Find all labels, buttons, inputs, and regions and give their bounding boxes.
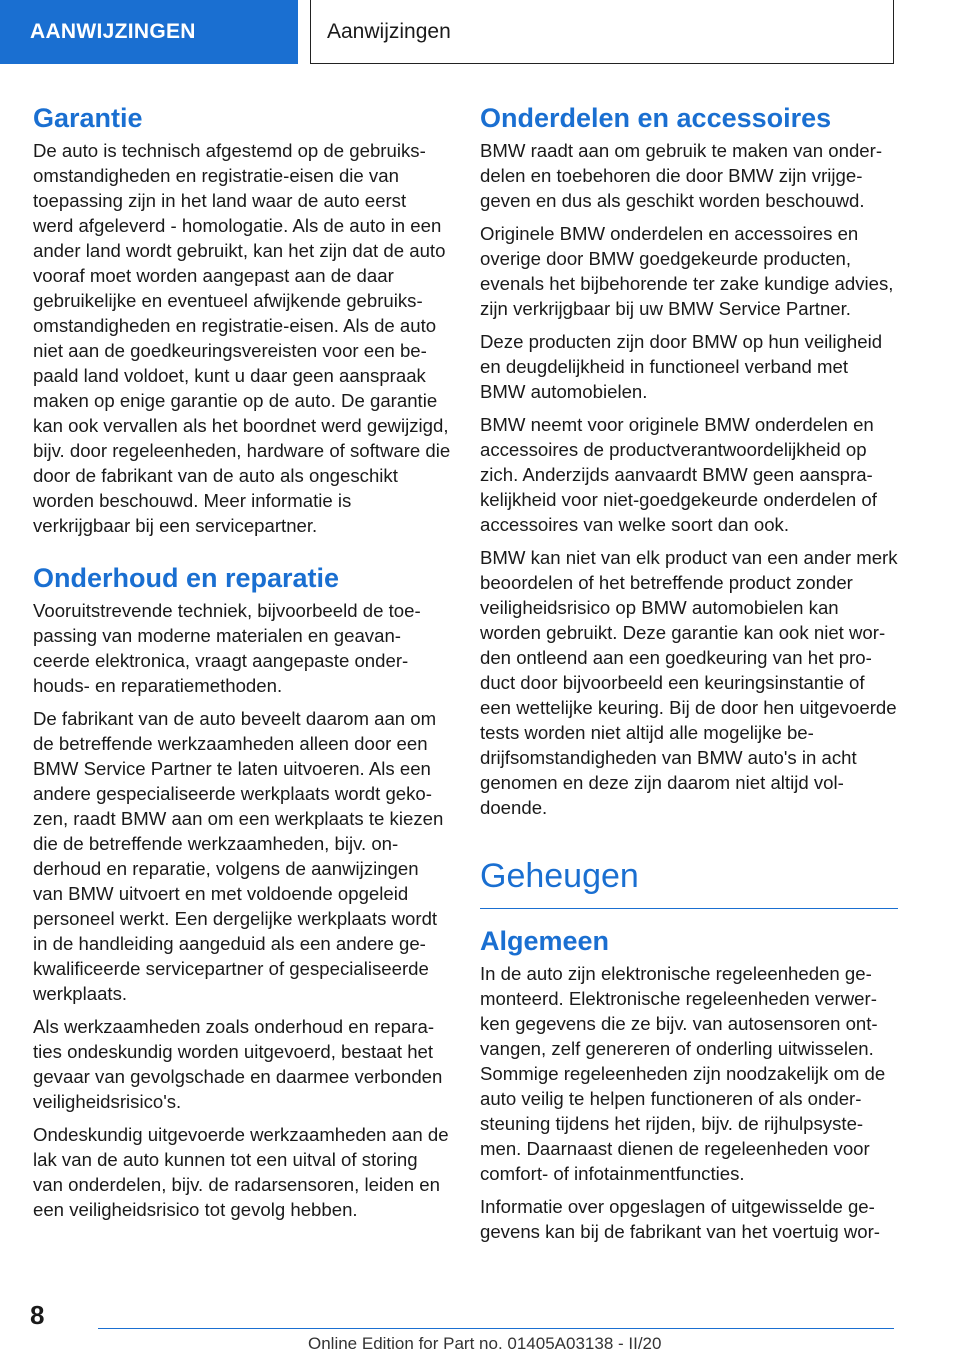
algemeen-paragraph-2: Informatie over opgeslagen of uitgewisselde gegevens kan bij de fabrikant van het voertuig wor- — [480, 1196, 880, 1242]
page-number: 8 — [30, 1300, 45, 1330]
chapter-header — [310, 0, 894, 64]
left-column — [33, 100, 451, 1230]
chapter-title: Aanwijzingen — [327, 19, 451, 43]
geheugen-heading: Geheugen — [480, 854, 898, 909]
onderdelen-paragraph-2: Originele BMW onderdelen en accessoires en overige door BMW goedgekeurde producten, evenals het bijbehorende ter zake kundige advies, zijn verkrijgbaar bij uw BMW Service Partner. — [480, 223, 894, 319]
onderdelen-paragraph-5: BMW kan niet van elk product van een ander merk beoordelen of het betreffende product zonder veiligheidsrisico op BMW automobielen kan worden gebruikt. Deze garantie kan ook niet worden ontleend aan een goedkeuring van het product door bijvoorbeeld een keuringsinstantie of een wettelijke keuring. Bij de door hen uitgevoerde tests worden niet altijd alle mogelijke bedrijfsomstandigheden van BMW auto's in acht genomen en deze zijn daarom niet altijd voldoende. — [480, 547, 898, 818]
algemeen-paragraph-1: In de auto zijn elektronische regeleenheden gemonteerd. Elektronische regeleenheden verwerken gegevens die ze bijv. van autosensoren ontvangen, zelf genereren of onderling uitwisselen. Sommige regeleenheden zijn noodzakelijk om de auto veilig te helpen functioneren of als ondersteuning tijdens het rijden, bijv. de rijhulpsystemen. Daarnaast dienen de regeleenheden voor comfort- of infotainmentfuncties. — [480, 963, 886, 1184]
onderhoud-paragraph-1: Vooruitstrevende techniek, bijvoorbeeld de toepassing van moderne materialen en geavanceerde elektronica, vraagt aangepaste onderhouds- en reparatiemethoden. — [33, 600, 421, 696]
section-tab — [0, 0, 298, 64]
onderdelen-paragraph-3: Deze producten zijn door BMW op hun veiligheid en deugdelijkheid in functioneel verband met BMW automobielen. — [480, 331, 883, 402]
onderdelen-paragraph-4: BMW neemt voor originele BMW onderdelen en accessoires de productverantwoordelijkheid op zich. Anderzijds aanvaardt BMW geen aansprakelijkheid voor niet-goedgekeurde onderdelen of accessoires van welke soort dan ook. — [480, 414, 877, 535]
right-column — [480, 100, 898, 1252]
section-label: AANWIJZINGEN — [30, 20, 196, 43]
onderhoud-paragraph-4: Ondeskundig uitgevoerde werkzaamheden aan de lak van de auto kunnen tot een uitval of storing van onderdelen, bijv. de radarsensoren, leiden en een veiligheidsrisico tot gevolg hebben. — [33, 1124, 449, 1220]
garantie-heading: Garantie — [33, 103, 143, 133]
onderdelen-paragraph-1: BMW raadt aan om gebruik te maken van onderdelen en toebehoren die door BMW zijn vrijgegeven en dus als geschikt worden beschouwd. — [480, 140, 883, 211]
footer-divider — [98, 1328, 894, 1329]
edition-footer: Online Edition for Part no. 01405A03138 - II/20 — [308, 1334, 662, 1353]
onderdelen-heading: Onderdelen en accessoires — [480, 103, 832, 133]
onderhoud-paragraph-3: Als werkzaamheden zoals onderhoud en reparaties ondeskundig worden uitgevoerd, bestaat het gevaar van gevolgschade en daarmee verbonden veiligheidsrisico's. — [33, 1016, 443, 1112]
onderhoud-paragraph-2: De fabrikant van de auto beveelt daarom aan om de betreffende werkzaamheden alleen door een BMW Service Partner te laten uitvoeren. Als een andere gespecialiseerde werkplaats wordt gekozen, raadt BMW aan om een werkplaats te kiezen die de betreffende werkzaamheden, bijv. onderhoud en reparatie, volgens de aanwijzingen van BMW uitvoert en met voldoende opgeleid personeel werkt. Een dergelijke werkplaats wordt in de handleiding aangeduid als een andere gekwalificeerde servicepartner of gespecialiseerde werkplaats. — [33, 708, 444, 1004]
onderhoud-heading: Onderhoud en reparatie — [33, 563, 340, 593]
garantie-paragraph: De auto is technisch afgestemd op de gebruiksomstandigheden en registratie-eisen die van toepassing zijn in het land waar de auto eerst werd afgeleverd - homologatie. Als de auto in een ander land wordt gebruikt, kan het zijn dat de auto vooraf moet worden aangepast aan de daar gebruikelijke en eventueel afwijkende gebruiksomstandigheden en registratie-eisen. Als de auto niet aan de goedkeuringsvereisten voor een bepaald land voldoet, kunt u daar geen aanspraak maken op enige garantie op de auto. De garantie kan ook vervallen als het boordnet werd gewijzigd, bijv. door regeleenheden, hardware of software die door de fabrikant van de auto als ongeschikt worden beschouwd. Meer informatie is verkrijgbaar bij een servicepartner. — [33, 140, 451, 536]
algemeen-heading: Algemeen — [480, 926, 610, 956]
